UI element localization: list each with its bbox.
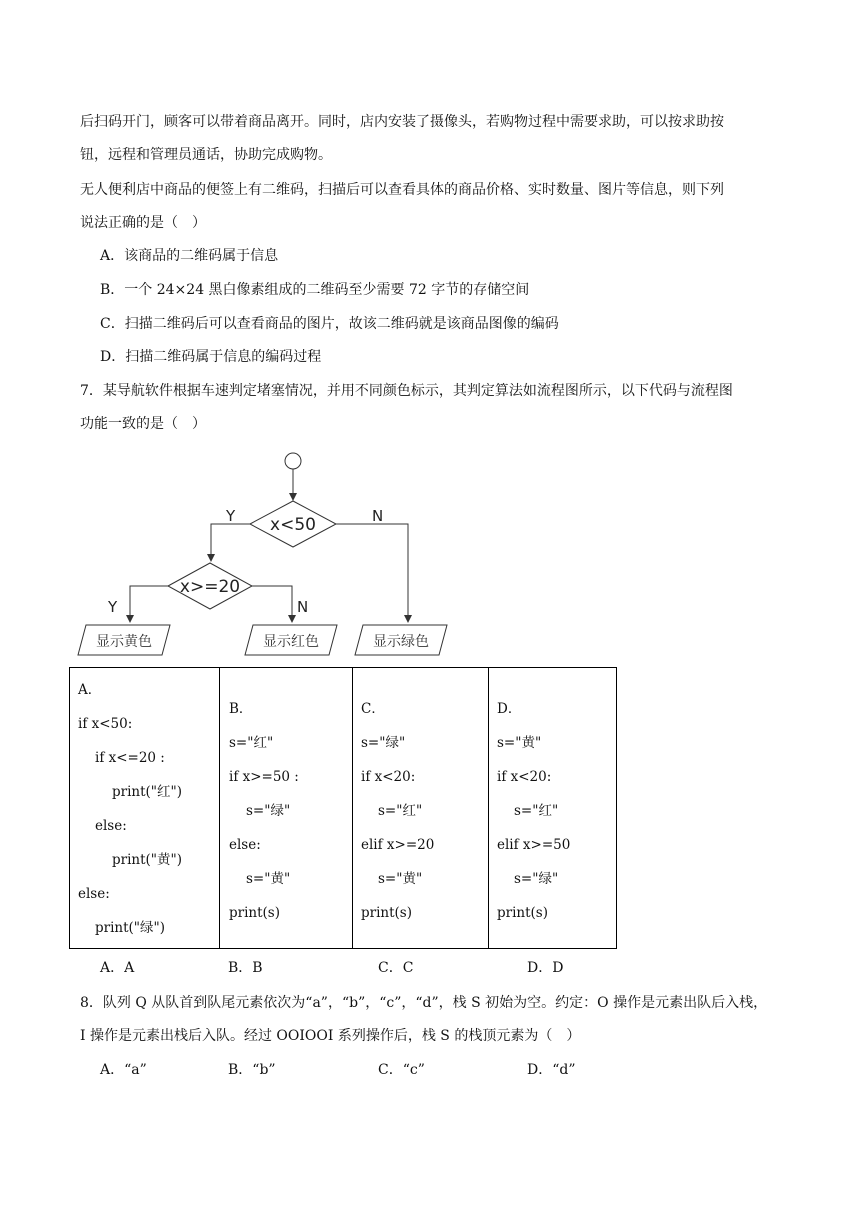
arrow-cond1-yes	[211, 524, 250, 561]
code-b-line-6: s="黄"	[246, 871, 291, 887]
q7-answer-b: B．B	[228, 960, 263, 976]
intro-line-2: 钮，远程和管理员通话，协助完成购物。	[80, 147, 332, 163]
q6-option-c: C．扫描二维码后可以查看商品的图片，故该二维码就是该商品图像的编码	[100, 316, 559, 332]
code-a-line-4: print("红")	[112, 784, 182, 800]
cond2-label: x>=20	[179, 577, 241, 597]
code-c-line-7: print(s)	[361, 905, 412, 921]
code-option-b	[219, 668, 352, 948]
code-options-table	[69, 667, 617, 949]
code-a-line-1: A．	[78, 682, 102, 698]
code-b-line-7: print(s)	[229, 905, 280, 921]
q7-stem-line-2: 功能一致的是（ ）	[80, 416, 206, 432]
code-a-line-2: if x<50:	[78, 716, 133, 732]
q6-stem-line-2: 说法正确的是（ ）	[80, 215, 206, 231]
code-d-line-3: if x<20:	[497, 769, 552, 785]
q7-answer-a: A．A	[100, 960, 135, 976]
arrow-cond2-yes	[130, 586, 168, 622]
code-c-line-4: s="红"	[378, 803, 423, 819]
q7-answer-c: C．C	[378, 960, 414, 976]
code-d-line-1: D．	[497, 701, 522, 717]
code-d-line-5: elif x>=50	[497, 837, 571, 853]
q8-answer-a: A．“a”	[100, 1062, 147, 1078]
code-d-line-6: s="绿"	[514, 871, 559, 887]
cond1-no-label: N	[372, 507, 384, 525]
code-d-line-2: s="黄"	[497, 735, 542, 751]
cond1-label: x<50	[270, 515, 316, 535]
q7-answer-d: D．D	[527, 960, 564, 976]
q8-answer-d: D．“d”	[527, 1062, 576, 1078]
code-option-d	[488, 668, 616, 948]
q6-stem-line-1: 无人便利店中商品的便签上有二维码，扫描后可以查看具体的商品价格、实时数量、图片等信息，则下列	[80, 182, 724, 198]
code-b-line-3: if x>=50 :	[229, 769, 299, 785]
code-c-line-3: if x<20:	[361, 769, 416, 785]
q8-answer-c: C．“c”	[378, 1062, 425, 1078]
code-c-line-5: elif x>=20	[361, 837, 435, 853]
code-a-line-7: else:	[78, 886, 110, 902]
code-b-line-5: else:	[229, 837, 261, 853]
code-b-line-1: B．	[229, 701, 253, 717]
q6-option-d: D．扫描二维码属于信息的编码过程	[100, 349, 322, 365]
cond2-yes-label: Y	[108, 598, 118, 616]
code-a-line-3: if x<=20 :	[95, 750, 165, 766]
q8-stem-line-1: 8．队列 Q 从队首到队尾元素依次为“a”，“b”，“c”，“d”，栈 S 初始为空。约定：O 操作是元素出队后入栈，	[80, 995, 768, 1011]
arrow-cond2-no	[252, 586, 292, 622]
code-a-line-8: print("绿")	[95, 920, 165, 936]
code-b-line-4: s="绿"	[246, 803, 291, 819]
output-green-label: 显示绿色	[373, 634, 429, 650]
code-a-line-5: else:	[95, 818, 127, 834]
code-c-line-2: s="绿"	[361, 735, 406, 751]
output-red-label: 显示红色	[263, 634, 319, 650]
code-option-c	[352, 668, 488, 948]
arrow-cond1-no	[336, 524, 408, 622]
code-d-line-7: print(s)	[497, 905, 548, 921]
output-yellow-label: 显示黄色	[96, 634, 152, 650]
code-d-line-4: s="红"	[514, 803, 559, 819]
code-c-line-6: s="黄"	[378, 871, 423, 887]
code-c-line-1: C．	[361, 701, 385, 717]
q6-option-a: A．该商品的二维码属于信息	[100, 248, 279, 264]
code-a-line-6: print("黄")	[112, 852, 182, 868]
cond2-no-label: N	[297, 598, 309, 616]
code-b-line-2: s="红"	[229, 735, 274, 751]
start-node	[285, 453, 301, 469]
q8-answer-b: B．“b”	[228, 1062, 276, 1078]
intro-line-1: 后扫码开门，顾客可以带着商品离开。同时，店内安装了摄像头，若购物过程中需要求助，可以按求助按	[80, 114, 724, 130]
code-option-a	[70, 668, 219, 948]
q7-stem-line-1: 7．某导航软件根据车速判定堵塞情况，并用不同颜色标示，其判定算法如流程图所示，以下代码与流程图	[80, 383, 733, 399]
q8-stem-line-2: I 操作是元素出栈后入队。经过 OOIOOI 系列操作后，栈 S 的栈顶元素为（ ）	[80, 1028, 581, 1044]
q6-option-b: B．一个 24×24 黑白像素组成的二维码至少需要 72 字节的存储空间	[100, 282, 530, 298]
cond1-yes-label: Y	[226, 507, 236, 525]
